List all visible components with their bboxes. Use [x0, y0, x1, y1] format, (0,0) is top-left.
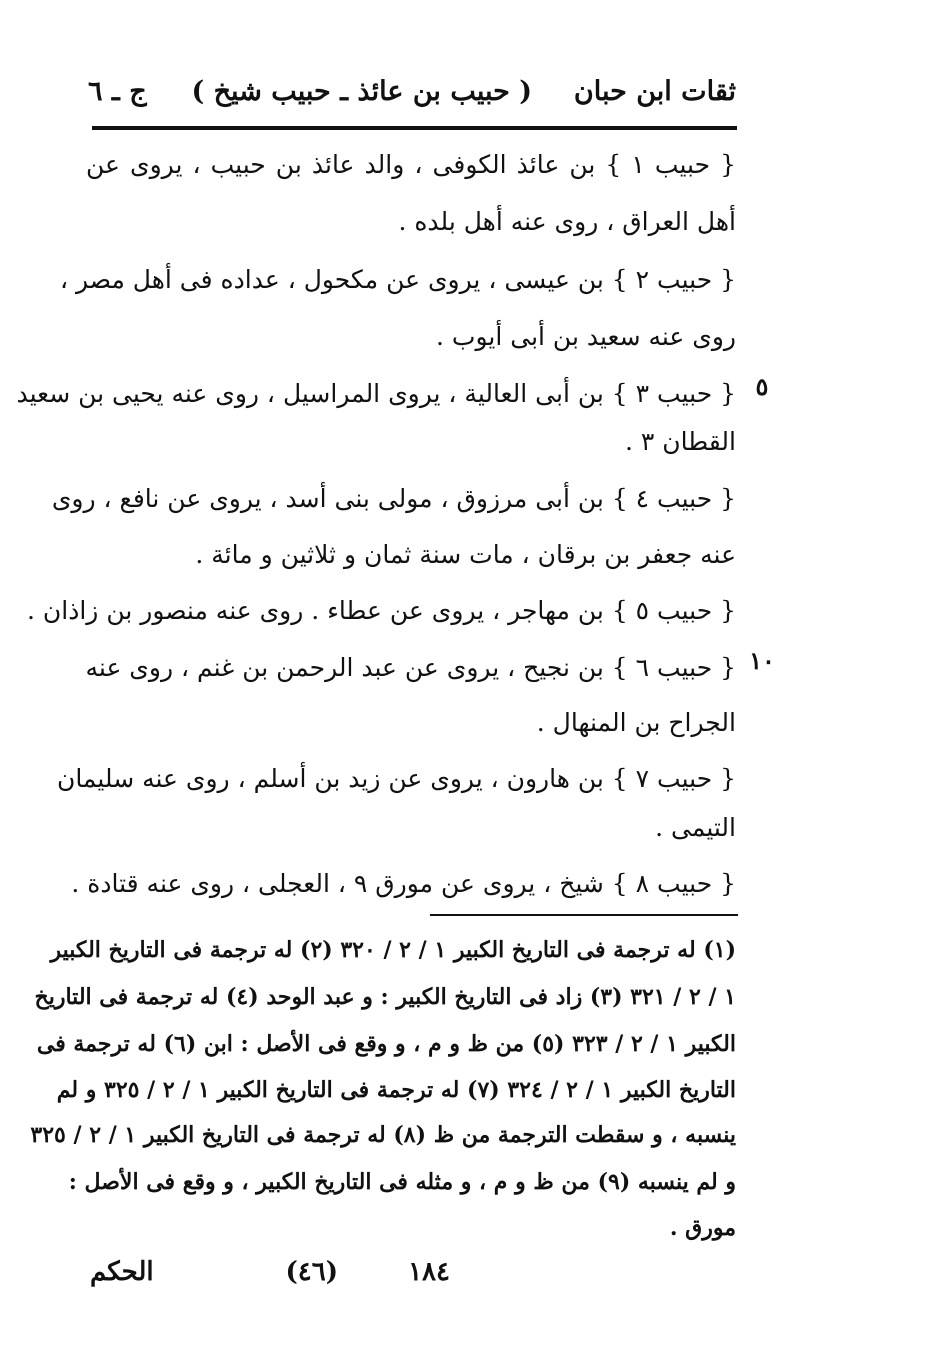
- press-name: الحكم: [90, 1257, 154, 1287]
- volume-number: ج ـ ٦: [88, 76, 147, 107]
- footnote-line: مورق .: [669, 1215, 736, 1241]
- text-line: عنه جعفر بن برقان ، مات سنة ثمان و ثلاثين و مائة .: [195, 540, 736, 569]
- footnote-line: الكبير ١ / ٢ / ٣٢٣ (٥) من ظ و م ، و وقع فى الأصل : ابن (٦) له ترجمة فى: [36, 1031, 736, 1057]
- text-line: { حبيب ٨ } شيخ ، يروى عن مورق ٩ ، العجلى ، روى عنه قتادة .: [71, 869, 736, 898]
- text-line: التيمى .: [655, 813, 736, 842]
- text-line: { حبيب ٤ } بن أبى مرزوق ، مولى بنى أسد ، يروى عن نافع ، روى: [51, 484, 736, 513]
- footnote-line: (١) له ترجمة فى التاريخ الكبير ١ / ٢ / ٣٢٠ (٢) له ترجمة فى التاريخ الكبير: [50, 937, 736, 963]
- text-line: أهل العراق ، روى عنه أهل بلده .: [398, 207, 736, 236]
- page-number: ١٨٤: [408, 1257, 450, 1287]
- text-line: { حبيب ٥ } بن مهاجر ، يروى عن عطاء . روى عنه منصور بن زاذان .: [27, 596, 736, 625]
- running-header: [88, 76, 736, 120]
- text-line: القطان ٣ .: [625, 427, 736, 456]
- text-line: روى عنه سعيد بن أبى أيوب .: [436, 322, 736, 351]
- header-rule: [92, 126, 737, 130]
- text-line: { حبيب ١ } بن عائذ الكوفى ، والد عائذ بن حبيب ، يروى عن: [86, 150, 737, 179]
- text-line: { حبيب ٦ } بن نجيح ، يروى عن عبد الرحمن بن غنم ، روى عنه: [85, 653, 736, 682]
- page-footer: [90, 1257, 450, 1301]
- footnote-line: ينسبه ، و سقطت الترجمة من ظ (٨) له ترجمة فى التاريخ الكبير ١ / ٢ / ٣٢٥: [30, 1122, 736, 1148]
- footnote-rule: [430, 914, 738, 916]
- text-line: { حبيب ٢ } بن عيسى ، يروى عن مكحول ، عداده فى أهل مصر ،: [59, 265, 736, 294]
- entry-range: ( حبيب بن عائذ ـ حبيب شيخ ): [191, 76, 532, 107]
- footnote-line: التاريخ الكبير ١ / ٢ / ٣٢٤ (٧) له ترجمة فى التاريخ الكبير ١ / ٢ / ٣٢٥ و لم: [56, 1077, 736, 1103]
- footnote-line: ١ / ٢ / ٣٢١ (٣) زاد فى التاريخ الكبير : و عبد الوحد (٤) له ترجمة فى التاريخ: [34, 984, 736, 1010]
- footnote-line: و لم ينسبه (٩) من ظ و م ، و مثله فى التاريخ الكبير ، و وقع فى الأصل :: [68, 1169, 736, 1195]
- text-line: { حبيب ٧ } بن هارون ، يروى عن زيد بن أسلم ، روى عنه سليمان: [56, 764, 736, 793]
- line-number: ٥: [755, 372, 769, 401]
- line-number: ١٠: [749, 646, 775, 675]
- book-title: ثقات ابن حبان: [573, 76, 736, 107]
- text-line: { حبيب ٣ } بن أبى العالية ، يروى المراسيل ، روى عنه يحيى بن سعيد: [16, 379, 736, 408]
- text-line: الجراح بن المنهال .: [536, 708, 736, 737]
- signature-mark: (٤٦): [285, 1257, 338, 1287]
